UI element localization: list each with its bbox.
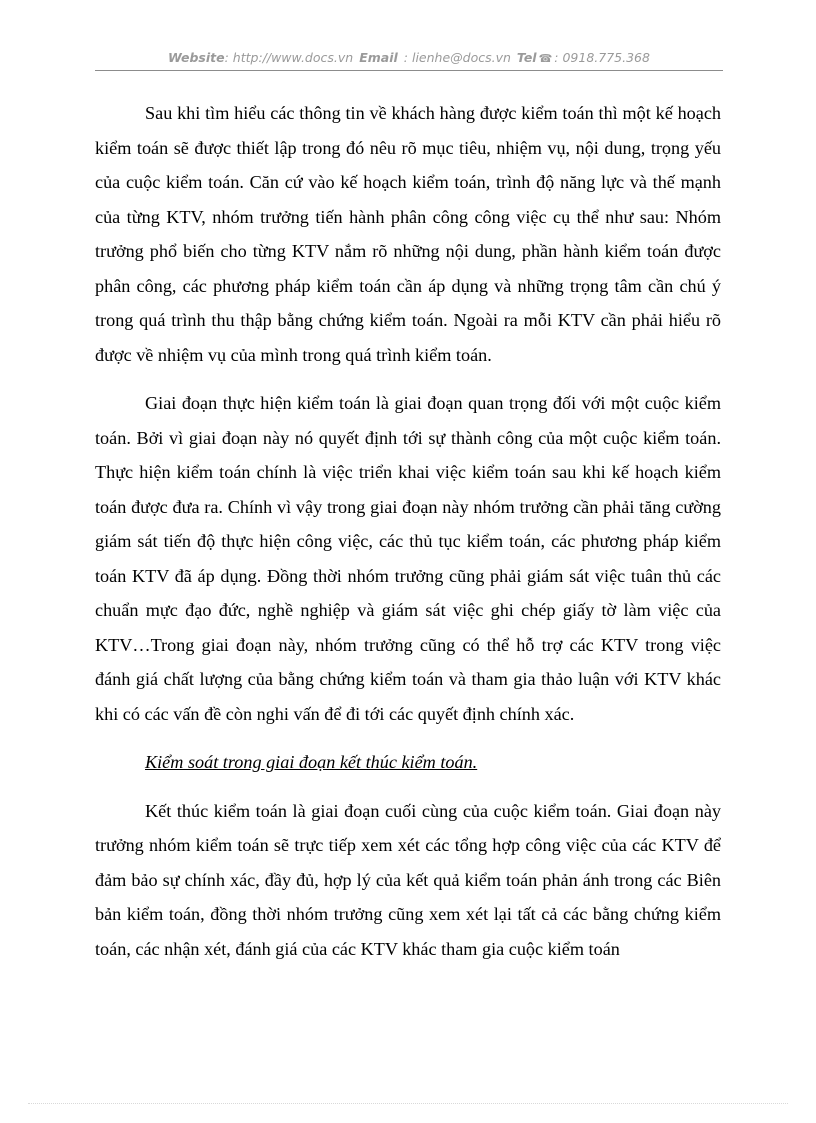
phone-icon: ☎ <box>538 52 553 65</box>
paragraph-3: Kết thúc kiểm toán là giai đoạn cuối cùng của cuộc kiểm toán. Giai đoạn này trưởng nhóm kiểm toán sẽ trực tiếp xem xét các tổng hợp công việc của các KTV để đảm bảo sự chính xác, đầy đủ, hợp lý của kết quả kiểm toán phản ánh trong các Biên bản kiểm toán, đồng thời nhóm trưởng cũng xem xét lại tất cả các bằng chứng kiểm toán, các nhận xét, đánh giá của các KTV khác tham gia cuộc kiểm toán <box>95 800 721 959</box>
tel-value: : 0918.775.368 <box>554 50 650 65</box>
tel-label: Tel <box>516 50 537 65</box>
paragraph-2: Giai đoạn thực hiện kiểm toán là giai đoạn quan trọng đối với một cuộc kiểm toán. Bởi vì giai đoạn này nó quyết định tới sự thành công của một cuộc kiểm toán. Thực hiện kiểm toán chính là việc triển khai việc kiểm toán sau khi kế hoạch kiểm toán được đưa ra. Chính vì vậy trong giai đoạn này nhóm trưởng cần phải tăng cường giám sát tiến độ thực hiện công việc, các thủ tục kiểm toán, các phương pháp kiểm toán KTV đã áp dụng. Đồng thời nhóm trưởng cũng phải giám sát việc tuân thủ các chuẩn mực đạo đức, nghề nghiệp và giám sát việc ghi chép giấy tờ làm việc của KTV…Trong giai đoạn này, nhóm trưởng cũng có thể hỗ trợ các KTV trong việc đánh giá chất lượng của bằng chứng kiểm toán và tham gia thảo luận với KTV khác khi có các vấn đề còn nghi vấn để đi tới các quyết định chính xác. <box>95 393 721 724</box>
email-label: Email <box>359 50 398 65</box>
section-heading: Kiểm soát trong giai đoạn kết thúc kiểm toán. <box>145 752 478 772</box>
footer-divider <box>28 1103 788 1104</box>
page-header <box>95 48 723 71</box>
email-value: : lienhe@docs.vn <box>403 50 511 65</box>
website-label: Website <box>168 50 225 65</box>
paragraph-1: Sau khi tìm hiểu các thông tin về khách hàng được kiểm toán thì một kế hoạch kiểm toán sẽ được thiết lập trong đó nêu rõ mục tiêu, nhiệm vụ, nội dung, trọng yếu của cuộc kiểm toán. Căn cứ vào kế hoạch kiểm toán, trình độ năng lực và thế mạnh của từng KTV, nhóm trưởng tiến hành phân công công việc cụ thể như sau: Nhóm trưởng phổ biến cho từng KTV nắm rõ những nội dung, phần hành kiểm toán được phân công, các phương pháp kiểm toán cần áp dụng và những trọng tâm cần chú ý trong quá trình thu thập bằng chứng kiểm toán. Ngoài ra mỗi KTV cần phải hiểu rõ được về nhiệm vụ của mình trong quá trình kiểm toán. <box>95 103 721 365</box>
document-body <box>95 96 721 966</box>
website-value: : http://www.docs.vn <box>224 50 354 65</box>
